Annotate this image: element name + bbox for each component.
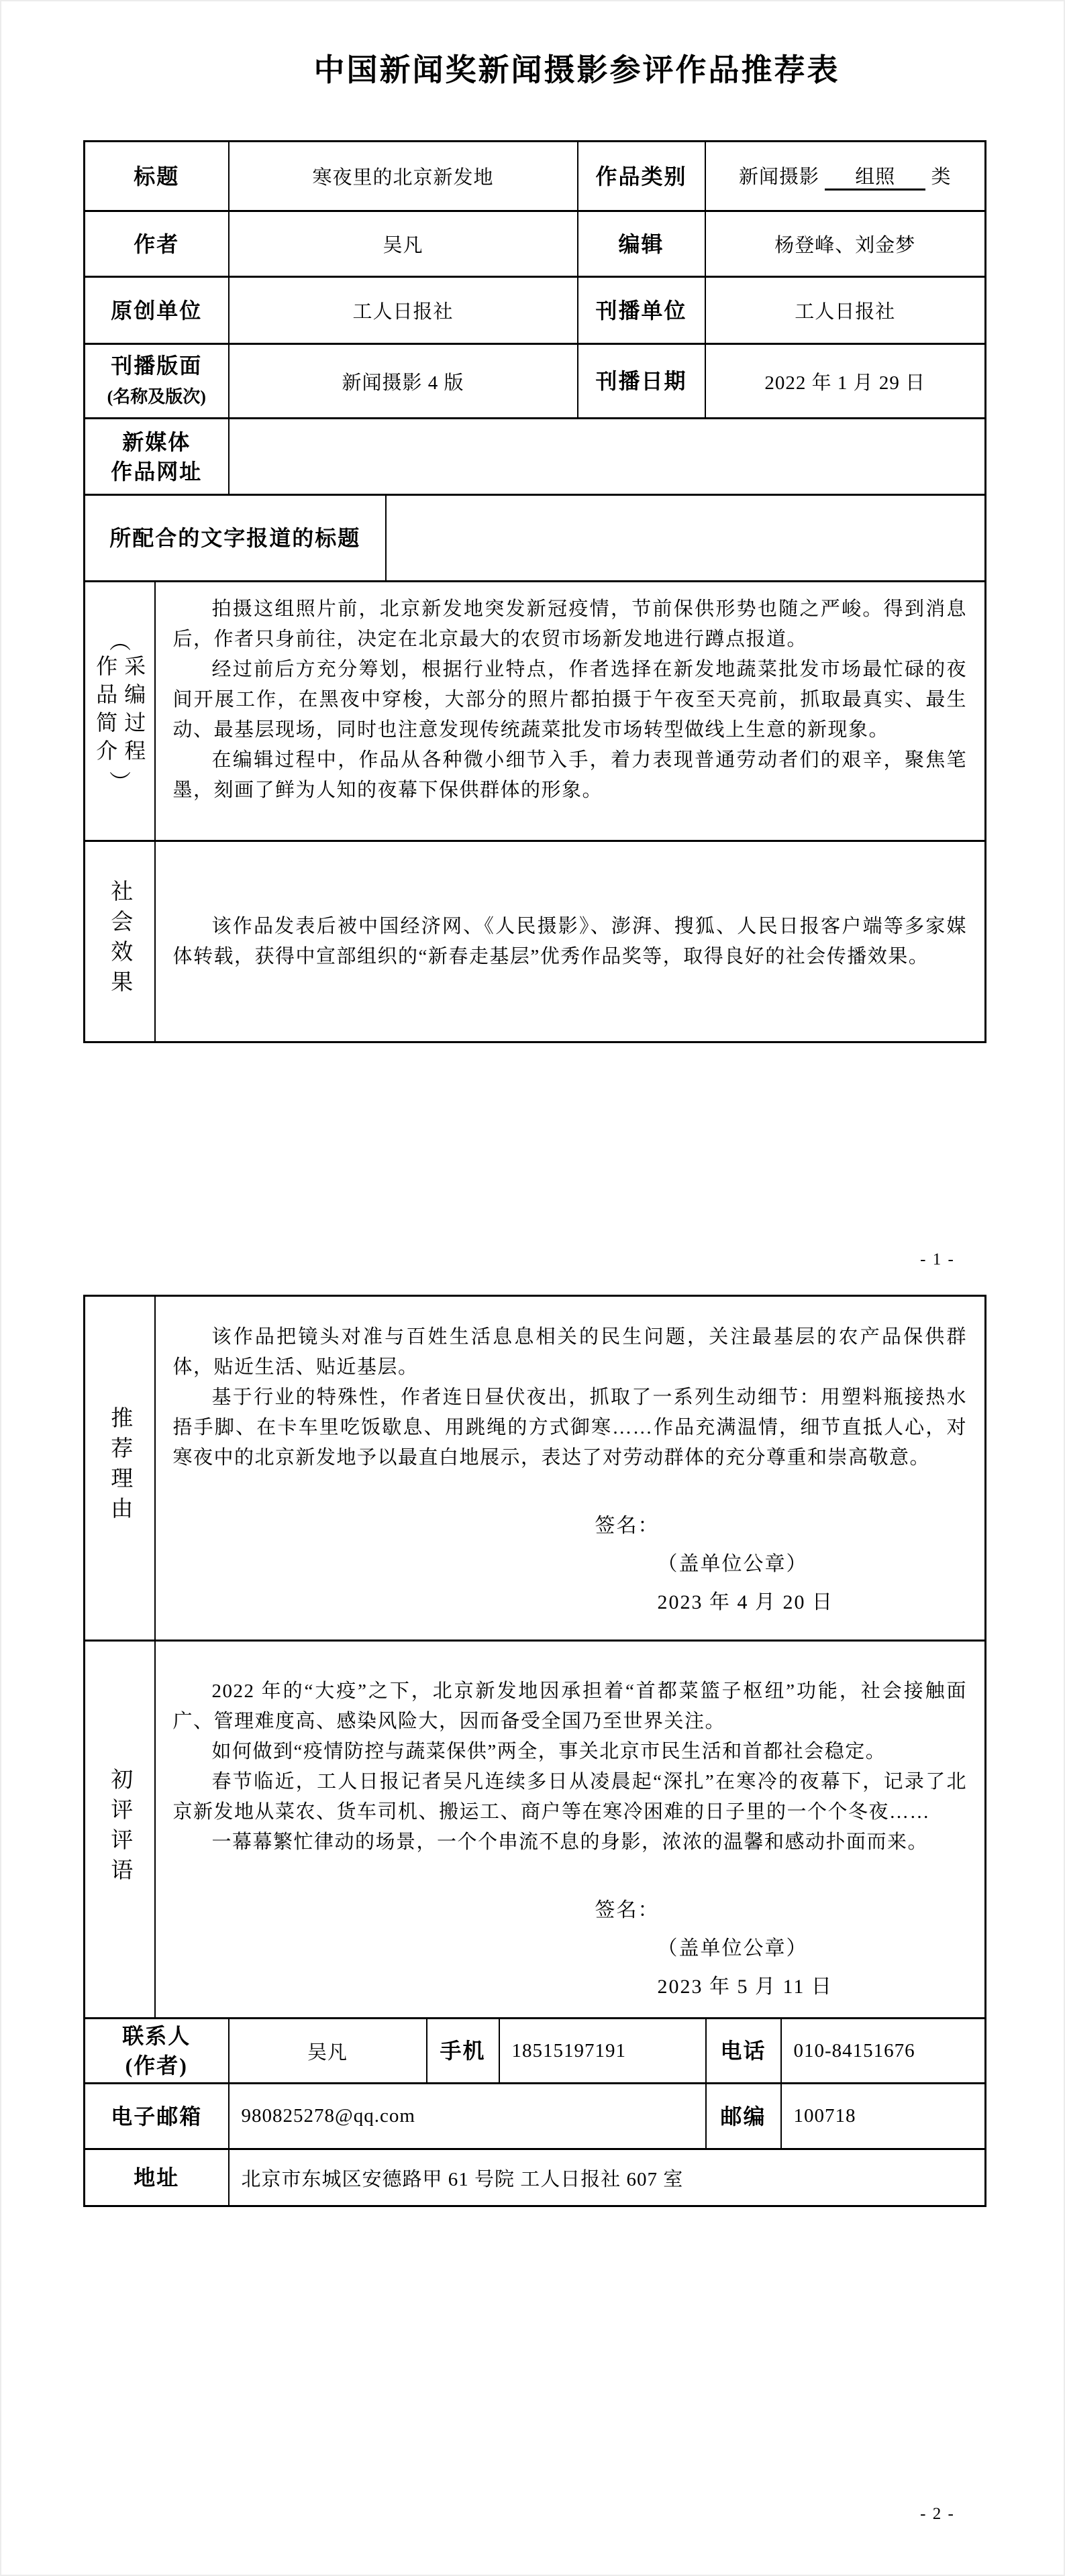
field-label-text-report-title: 所配合的文字报道的标题	[85, 495, 386, 582]
table-row	[85, 2084, 986, 2149]
signature-label: 签名：	[595, 1899, 660, 1921]
field-value-publish-page: 新闻摄影 4 版	[229, 344, 578, 419]
contact-label-main: 联系人	[122, 2024, 191, 2048]
field-value-work-intro	[155, 582, 986, 841]
field-value-initial-review	[155, 1641, 986, 2019]
field-label-publish-date: 刊播日期	[578, 344, 705, 419]
table-row	[85, 841, 986, 1042]
table-row	[85, 2149, 986, 2206]
seal-label: （盖单位公章）	[657, 1937, 808, 1960]
field-label-email: 电子邮箱	[85, 2084, 229, 2149]
field-value-contact-name: 吴凡	[229, 2019, 427, 2084]
publish-page-label-sub: (名称及版次)	[107, 386, 206, 407]
vertical-label-work-intro: 作品简介	[93, 655, 118, 767]
table-row	[85, 277, 986, 344]
page-title: 中国新闻奖新闻摄影参评作品推荐表	[313, 53, 840, 87]
signature-date: 2023 年 5 月 11 日	[657, 1976, 833, 1998]
field-label-newmedia-url	[85, 419, 229, 495]
review-paragraph: 如何做到“疫情防控与蔬菜保供”两全，事关北京市民生活和首都社会稳定。	[211, 1741, 886, 1762]
field-value-original-org: 工人日报社	[229, 277, 578, 344]
field-value-email: 980825278@qq.com	[229, 2084, 706, 2149]
vertical-paren-open: （	[107, 629, 132, 651]
vertical-label-social-effect: 社会效果	[107, 879, 132, 1000]
field-label-publish-page	[85, 344, 229, 419]
field-value-newmedia-url	[229, 419, 986, 495]
newmedia-label-line2: 作品网址	[111, 459, 203, 484]
field-label-contact	[85, 2019, 229, 2084]
newmedia-label-line1: 新媒体	[122, 429, 191, 454]
vertical-paren-close: ）	[107, 770, 132, 792]
vertical-label-initial-review: 初评评语	[107, 1767, 132, 1888]
field-value-phone: 010-84151676	[781, 2019, 986, 2084]
field-label-author: 作者	[85, 211, 229, 277]
field-value-editor: 杨登峰、刘金梦	[705, 211, 986, 277]
field-label-title: 标题	[85, 142, 229, 211]
review-paragraph: 2022 年的“大疫”之下，北京新发地因承担着“首都菜篮子枢纽”功能，社会接触面广、管理难度高、感染风险大，因而备受全国乃至世界关注。	[172, 1680, 968, 1732]
publish-page-label-main: 刊播版面	[111, 353, 203, 378]
table-row	[85, 582, 986, 841]
field-label-zipcode: 邮编	[706, 2084, 781, 2149]
field-value-category	[705, 142, 986, 211]
category-underlined-value: 组照	[825, 166, 925, 191]
table-row	[85, 211, 986, 277]
field-value-address: 北京市东城区安德路甲 61 号院 工人日报社 607 室	[229, 2149, 986, 2206]
field-value-publish-date: 2022 年 1 月 29 日	[705, 344, 986, 419]
table-row	[85, 495, 986, 582]
field-label-address: 地址	[85, 2149, 229, 2206]
recommend-paragraph: 该作品把镜头对准与百姓生活息息相关的民生问题，关注最基层的农产品保供群体，贴近生活、贴近基层。	[172, 1326, 968, 1378]
page-number-2: - 2 -	[920, 2505, 955, 2523]
field-label-phone: 电话	[706, 2019, 781, 2084]
field-value-title: 寒夜里的北京新发地	[229, 142, 578, 211]
field-label-category: 作品类别	[578, 142, 705, 211]
field-value-text-report-title	[386, 495, 986, 582]
table-row	[85, 1641, 986, 2019]
signature-label: 签名：	[595, 1515, 660, 1537]
field-value-publish-org: 工人日报社	[705, 277, 986, 344]
category-prefix: 新闻摄影	[739, 166, 820, 188]
signature-block	[156, 1891, 985, 2006]
intro-paragraph: 经过前后方充分筹划，根据行业特点，作者选择在新发地蔬菜批发市场最忙碌的夜间开展工作，在黑夜中穿梭，大部分的照片都拍摄于午夜至天亮前，抓取最真实、最生动、最基层现场，同时也注意发现传统蔬菜批发市场转型做线上生意的新现象。	[172, 659, 968, 741]
field-value-zipcode: 100718	[781, 2084, 986, 2149]
contact-label-sub: (作者)	[125, 2053, 188, 2078]
review-contact-table	[83, 1295, 986, 2207]
seal-label: （盖单位公章）	[657, 1553, 808, 1575]
entry-info-table	[83, 140, 986, 1043]
field-label-initial-review	[85, 1641, 155, 2019]
field-value-recommend-reason	[155, 1296, 986, 1641]
table-row	[85, 142, 986, 211]
field-label-recommend-reason	[85, 1296, 155, 1641]
field-label-publish-org: 刊播单位	[578, 277, 705, 344]
table-row	[85, 2019, 986, 2084]
vertical-label-recommend-reason: 推荐理由	[107, 1406, 132, 1527]
field-label-work-intro	[85, 582, 155, 841]
field-value-mobile: 18515197191	[499, 2019, 706, 2084]
page-number-1: - 1 -	[920, 1250, 955, 1269]
table-row	[85, 419, 986, 495]
review-paragraph: 春节临近，工人日报记者吴凡连续多日从凌晨起“深扎”在寒冷的夜幕下，记录了北京新发地从菜农、货车司机、搬运工、商户等在寒冷困难的日子里的一个个冬夜……	[172, 1771, 968, 1823]
social-effect-paragraph: 该作品发表后被中国经济网、《人民摄影》、澎湃、搜狐、人民日报客户端等多家媒体转载，获得中宣部组织的“新春走基层”优秀作品奖等，取得良好的社会传播效果。	[172, 915, 968, 967]
signature-date: 2023 年 4 月 20 日	[657, 1591, 833, 1613]
intro-paragraph: 在编辑过程中，作品从各种微小细节入手，着力表现普通劳动者们的艰辛，聚焦笔墨，刻画了鲜为人知的夜幕下保供群体的形象。	[172, 749, 968, 801]
field-value-author: 吴凡	[229, 211, 578, 277]
review-paragraph: 一幕幕繁忙律动的场景，一个个串流不息的身影，浓浓的温馨和感动扑面而来。	[211, 1831, 929, 1853]
field-label-editor: 编辑	[578, 211, 705, 277]
intro-paragraph: 拍摄这组照片前，北京新发地突发新冠疫情，节前保供形势也随之严峻。得到消息后，作者只身前往，决定在北京最大的农贸市场新发地进行蹲点报道。	[172, 598, 968, 650]
field-label-mobile: 手机	[427, 2019, 499, 2084]
signature-block	[156, 1507, 985, 1621]
category-suffix: 类	[931, 166, 952, 188]
table-row	[85, 344, 986, 419]
recommend-paragraph: 基于行业的特殊性，作者连日昼伏夜出，抓取了一系列生动细节：用塑料瓶接热水捂手脚、在卡车里吃饭歇息、用跳绳的方式御寒……作品充满温情，细节直抵人心，对寒夜中的北京新发地予以最直白地展示，表达了对劳动群体的充分尊重和崇高敬意。	[172, 1387, 968, 1468]
vertical-label-edit-process: 采编过程	[121, 655, 146, 767]
table-row	[85, 1296, 986, 1641]
field-label-original-org: 原创单位	[85, 277, 229, 344]
field-label-social-effect	[85, 841, 155, 1042]
field-value-social-effect	[155, 841, 986, 1042]
